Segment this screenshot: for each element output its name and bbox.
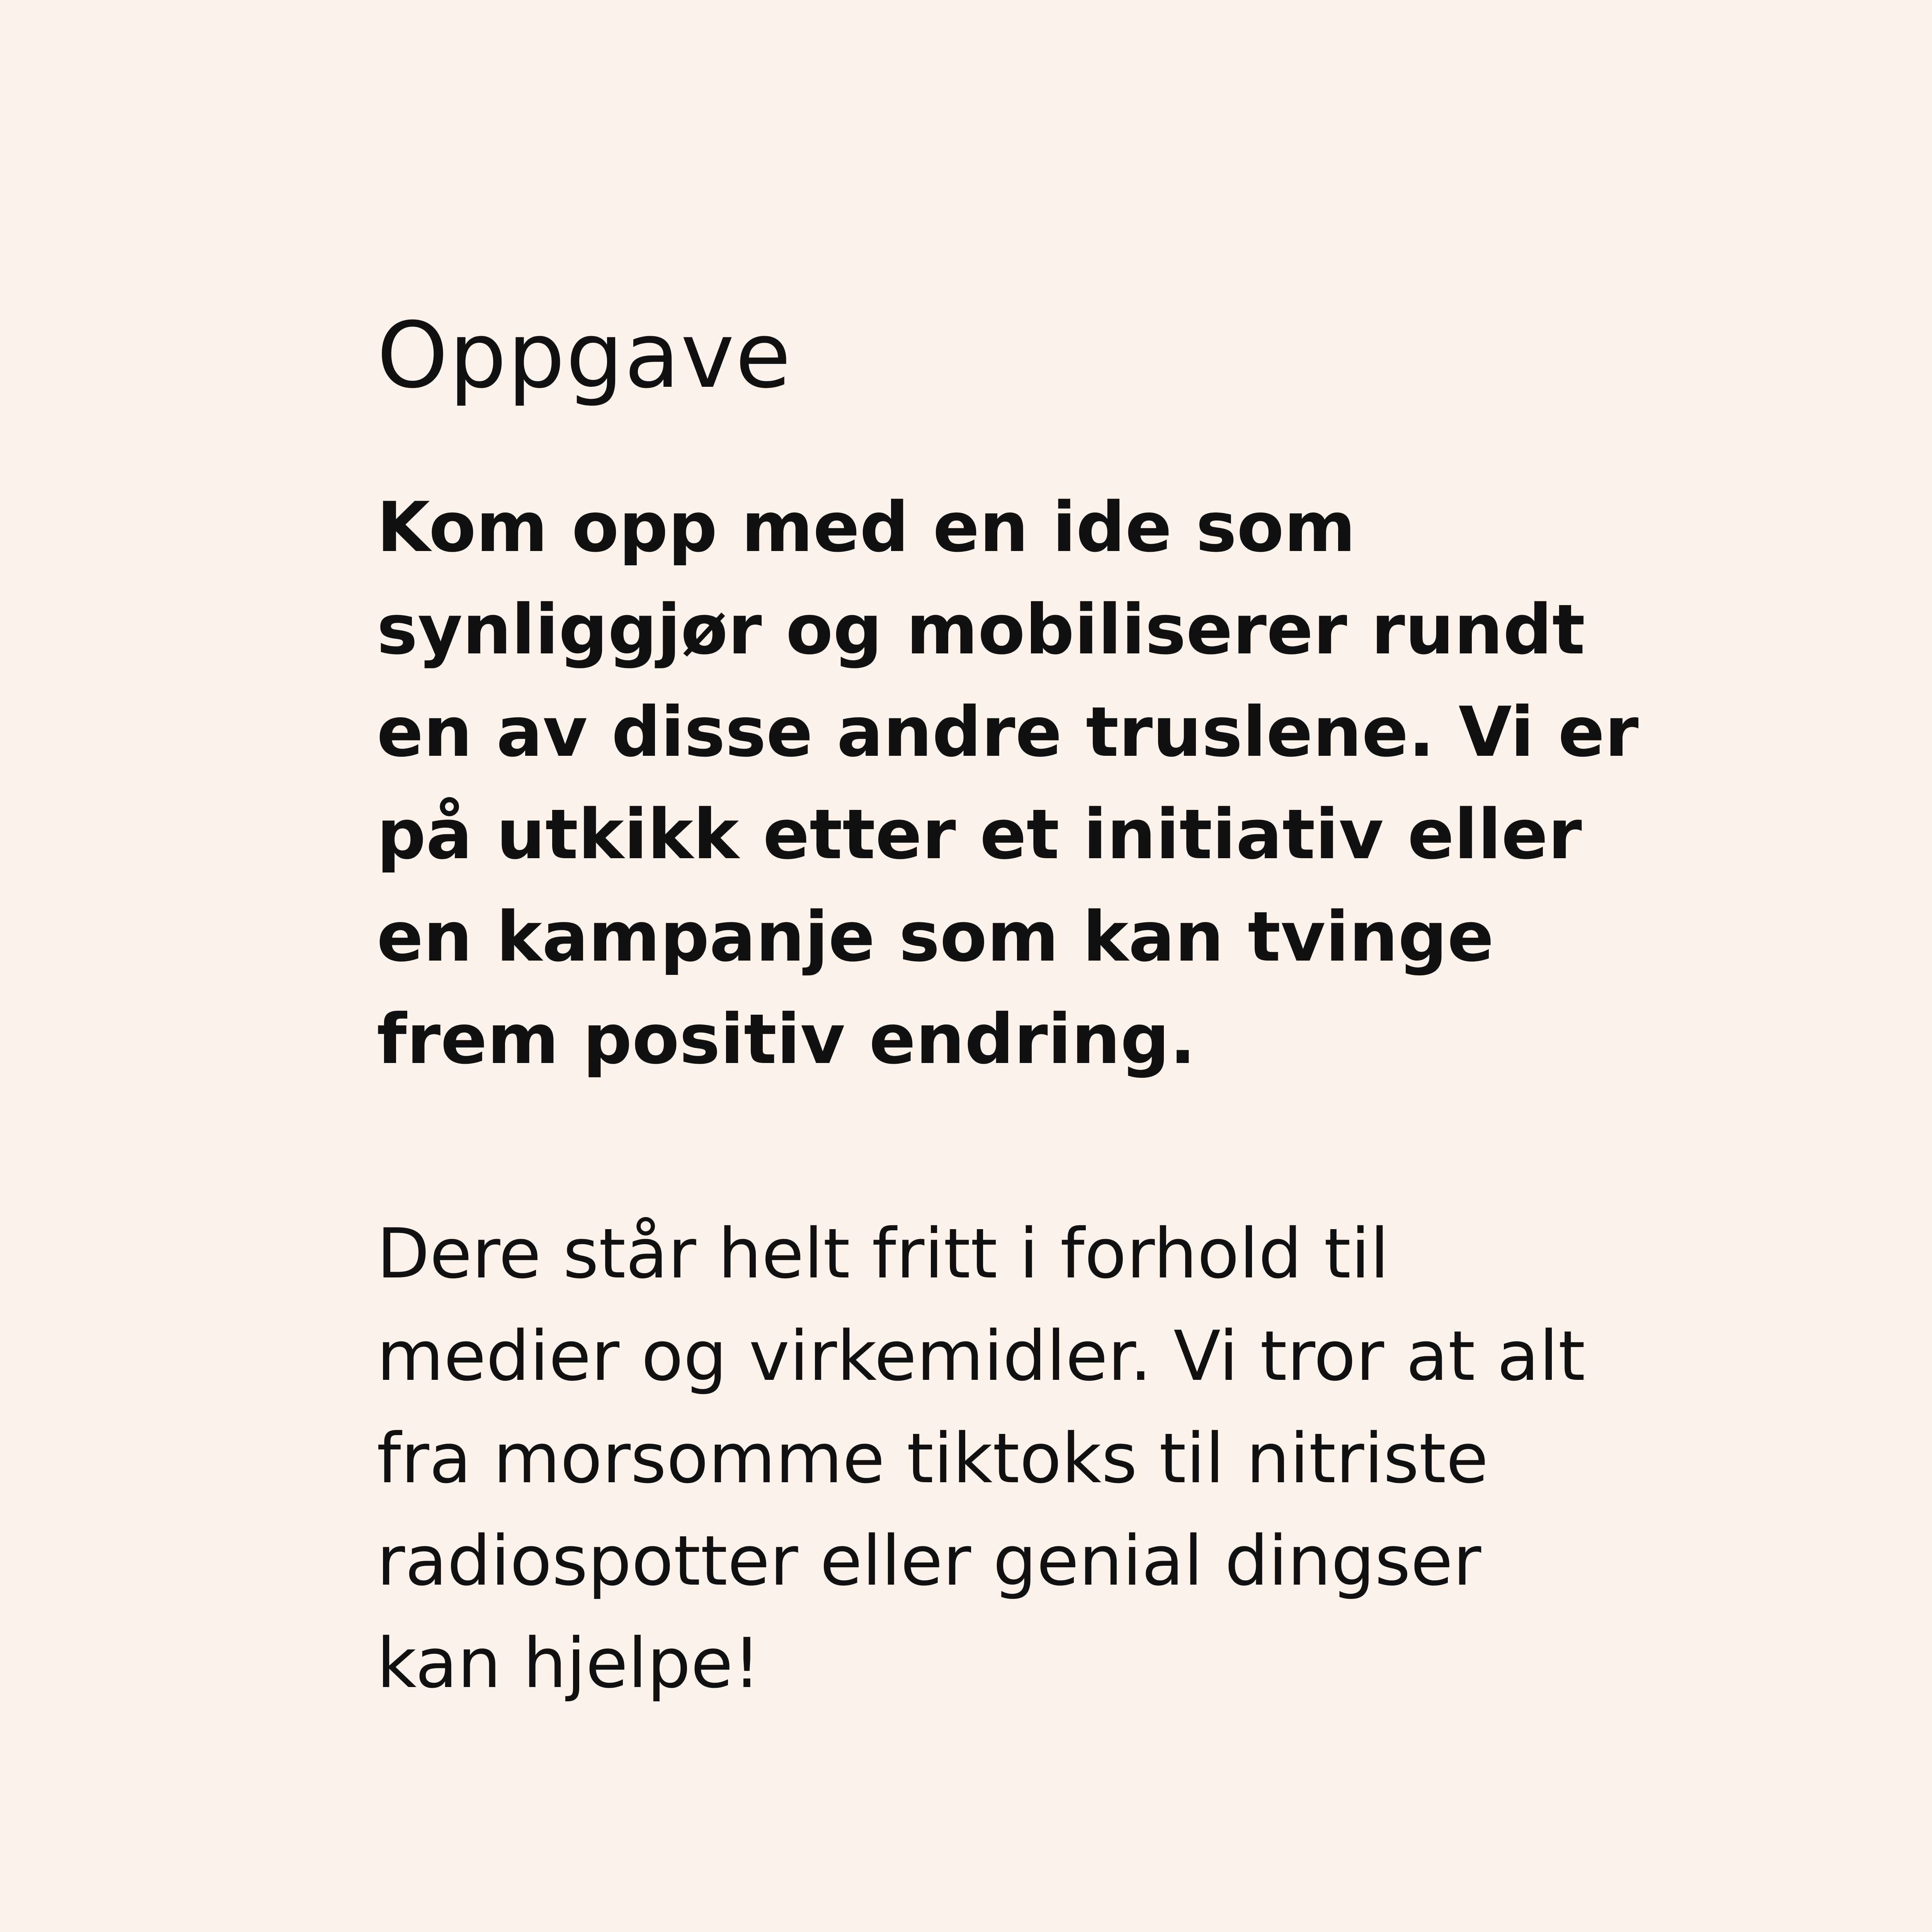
- task-lead-paragraph: Kom opp med en ide som synliggjør og mobiliserer rundt en av disse andre truslene. Vi er på utkikk etter et initiativ eller en kampanje som kan tvinge frem positiv endring.: [377, 487, 1639, 1079]
- task-body-paragraph: Dere står helt fritt i forhold til medier og virkemidler. Vi tror at alt fra morsomme tiktoks til nitriste radiospotter eller genial dingser kan hjelpe!: [377, 1214, 1585, 1703]
- task-card: [377, 301, 1806, 1714]
- page-title: Oppgave: [377, 303, 792, 408]
